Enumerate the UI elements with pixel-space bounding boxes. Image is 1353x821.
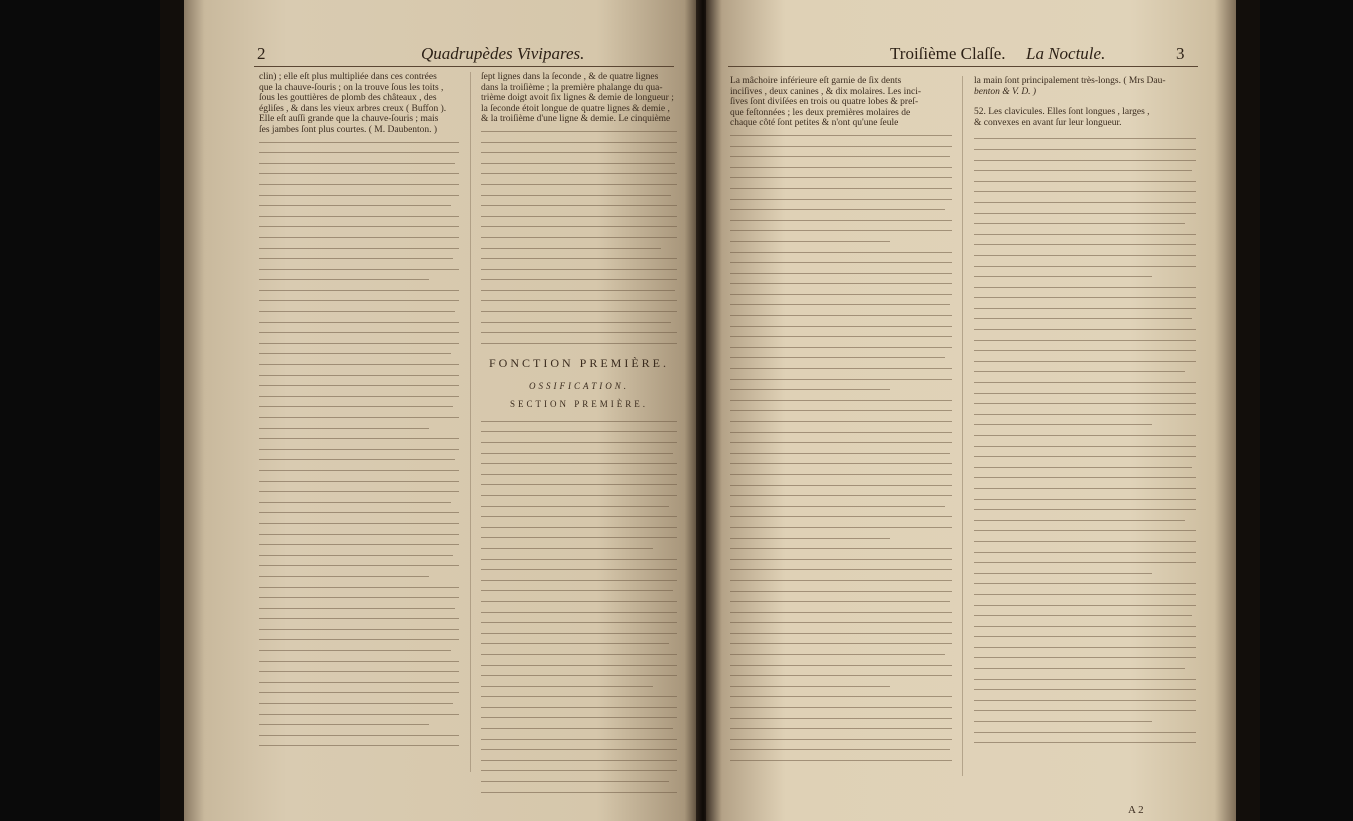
text-line-placeholder [974, 467, 1192, 468]
text-line-placeholder [974, 573, 1152, 574]
text-line-placeholder [481, 728, 673, 729]
text-block [481, 421, 677, 793]
text-line-placeholder [730, 410, 952, 411]
text-line-placeholder [481, 781, 669, 782]
text-line-placeholder [259, 714, 459, 715]
text-line-placeholder [481, 131, 677, 132]
text-block [481, 131, 677, 344]
text-line-placeholder [730, 728, 952, 729]
text-line-placeholder [481, 495, 677, 496]
text-line-placeholder [974, 244, 1196, 245]
text-line: inciſives , deux canines , & dix molaires. Les inci- [730, 86, 922, 97]
text-line-placeholder [730, 336, 952, 337]
right-column-2 [974, 76, 1196, 753]
right-page [706, 0, 1236, 821]
text-line-placeholder [481, 205, 677, 206]
text-line-placeholder [974, 689, 1196, 690]
text-line-placeholder [259, 544, 459, 545]
text-line-placeholder [259, 608, 455, 609]
text-line-placeholder [974, 435, 1196, 436]
text-line: ſept lignes dans la ſeconde , & de quatre lignes [481, 72, 659, 82]
text-line-placeholder [481, 343, 677, 344]
text-line-placeholder [730, 209, 945, 210]
text-line-placeholder [259, 269, 459, 270]
text-line-placeholder [259, 300, 459, 301]
text-line-placeholder [730, 569, 952, 570]
text-line-placeholder [730, 675, 952, 676]
text-line-placeholder [974, 223, 1185, 224]
text-line-placeholder [259, 428, 429, 429]
text-line-placeholder [730, 643, 952, 644]
text-line-placeholder [259, 692, 459, 693]
text-line-placeholder [259, 396, 459, 397]
text-line-placeholder [481, 226, 677, 227]
text-line-placeholder [974, 530, 1196, 531]
text-line-placeholder [730, 665, 952, 666]
text-line-placeholder [730, 220, 952, 221]
text-line-placeholder [481, 421, 677, 422]
text-line-placeholder [730, 453, 950, 454]
text-line-placeholder [481, 792, 677, 793]
signature-mark: A 2 [1128, 804, 1144, 816]
text-line-placeholder [974, 679, 1196, 680]
text-line-placeholder [730, 516, 952, 517]
text-line: chaque côté ſont petites & n'ont qu'une ſeule [730, 118, 899, 129]
text-line-placeholder [730, 262, 952, 263]
text-line-placeholder [481, 506, 669, 507]
text-line-placeholder [974, 605, 1196, 606]
text-line: & convexes en avant ſur leur longueur. [974, 117, 1122, 128]
column-divider [470, 72, 471, 772]
text-line-placeholder [730, 315, 952, 316]
text-line-placeholder [481, 152, 677, 153]
text-line-placeholder [481, 516, 677, 517]
text-line-placeholder [259, 671, 459, 672]
text-line-placeholder [259, 343, 459, 344]
text-line-placeholder [259, 163, 455, 164]
text-line-placeholder [730, 654, 945, 655]
text-line-placeholder [259, 481, 459, 482]
text-line-placeholder [259, 258, 453, 259]
text-line-placeholder [974, 520, 1185, 521]
text-line-placeholder [974, 138, 1196, 139]
text-line-placeholder [730, 538, 890, 539]
text-line-placeholder [481, 258, 677, 259]
text-line-placeholder [730, 326, 952, 327]
text-line-placeholder [730, 294, 952, 295]
header-rule-left [254, 66, 674, 67]
text-line-placeholder [481, 590, 673, 591]
text-line-placeholder [730, 591, 952, 592]
text-line-placeholder [481, 474, 677, 475]
text-line-placeholder [481, 195, 671, 196]
text-line: La mâchoire inférieure eſt garnie de ſix dents [730, 76, 902, 86]
text-line: & la troiſième d'une ligne & demie. Le cinquième [481, 114, 671, 125]
text-line-placeholder [730, 707, 952, 708]
text-line-placeholder [481, 760, 677, 761]
text-line-placeholder [481, 300, 677, 301]
text-line-placeholder [481, 717, 677, 718]
text-line-placeholder [730, 432, 952, 433]
text-line-placeholder [974, 191, 1196, 192]
text-line: benton & V. D. ) [974, 86, 1037, 97]
section-part: SECTION PREMIÈRE. [509, 398, 648, 409]
left-column-2 [481, 72, 677, 802]
column-divider [962, 76, 963, 776]
text-line-placeholder [481, 537, 677, 538]
text-block [730, 135, 952, 761]
text-line-placeholder [730, 146, 952, 147]
text-line-placeholder [974, 668, 1185, 669]
text-line-placeholder [259, 650, 451, 651]
text-line-placeholder [974, 308, 1196, 309]
text-line: la main ſont principalement très-longs. ( Mrs Dau- [974, 76, 1166, 86]
text-line-placeholder [730, 442, 952, 443]
text-line-placeholder [481, 675, 677, 676]
text-line-placeholder [730, 622, 952, 623]
text-line-placeholder [259, 353, 451, 354]
text-line-placeholder [974, 488, 1196, 489]
text-line-placeholder [259, 724, 429, 725]
text-line-placeholder [730, 527, 952, 528]
text-line-placeholder [974, 562, 1196, 563]
text-line-placeholder [259, 502, 451, 503]
text-line-placeholder [481, 442, 677, 443]
running-head-right-italic: La Noctule. [1026, 44, 1106, 63]
text-line-placeholder [259, 661, 459, 662]
running-head-right: Troiſième Claſſe. [890, 44, 1006, 63]
text-line-placeholder [730, 304, 950, 305]
text-line-placeholder [730, 421, 952, 422]
text-line-placeholder [974, 160, 1196, 161]
text-line-placeholder [481, 163, 675, 164]
text-line-placeholder [259, 587, 459, 588]
text-line-placeholder [481, 237, 677, 238]
text-line: que feſtonnées ; les deux premières molaires de [730, 107, 911, 118]
text-line-placeholder [259, 682, 459, 683]
text-line-placeholder [974, 181, 1196, 182]
text-line-placeholder [481, 332, 677, 333]
text-line-placeholder [730, 548, 952, 549]
text-line-placeholder [730, 559, 952, 560]
text-line-placeholder [730, 485, 952, 486]
text-line-placeholder [730, 368, 952, 369]
text-line-placeholder [481, 527, 677, 528]
text-line-placeholder [974, 361, 1196, 362]
text-line-placeholder [259, 703, 453, 704]
text-line-placeholder [481, 184, 677, 185]
text-line-placeholder [974, 329, 1196, 330]
text-line-placeholder [974, 456, 1196, 457]
text-line-placeholder [259, 195, 459, 196]
text-line-placeholder [730, 760, 952, 761]
text-line-placeholder [974, 742, 1196, 743]
text-line-placeholder [259, 216, 459, 217]
text-line-placeholder [974, 403, 1196, 404]
text-line-placeholder [730, 252, 952, 253]
text-line-placeholder [730, 463, 952, 464]
text-line: dans la troiſième ; la première phalange du qua- [481, 82, 663, 93]
text-line-placeholder [259, 438, 459, 439]
text-line-placeholder [974, 393, 1196, 394]
text-line-placeholder [259, 417, 459, 418]
text-line-placeholder [974, 414, 1196, 415]
text-line-placeholder [481, 686, 653, 687]
text-line-placeholder [730, 739, 952, 740]
text-line-placeholder [259, 512, 459, 513]
text-line-placeholder [481, 279, 677, 280]
text-line-placeholder [481, 696, 677, 697]
text-line-placeholder [481, 463, 677, 464]
text-line: égliſes , & dans les vieux arbres creux ( Buffon ). [259, 103, 447, 114]
text-line-placeholder [974, 297, 1196, 298]
text-line: clin) ; elle eſt plus multipliée dans ces contrées [259, 72, 437, 82]
text-line-placeholder [974, 583, 1196, 584]
header-rule-right [728, 66, 1198, 67]
text-line: que la chauve-ſouris ; on la trouve ſous les toits , [259, 82, 444, 93]
text-line-placeholder [259, 449, 459, 450]
text-line-placeholder [259, 618, 459, 619]
text-line-placeholder [974, 636, 1196, 637]
text-block [974, 138, 1196, 743]
text-line-placeholder [974, 509, 1196, 510]
text-line-placeholder [259, 332, 459, 333]
text-line-placeholder [481, 322, 671, 323]
text-line-placeholder [974, 657, 1196, 658]
page-number-right: 3 [1176, 44, 1185, 63]
text-line-placeholder [974, 477, 1196, 478]
text-line-placeholder [259, 385, 459, 386]
text-line-placeholder [259, 555, 453, 556]
text-line-placeholder [259, 322, 459, 323]
text-line-placeholder [974, 710, 1196, 711]
text-line-placeholder [481, 643, 669, 644]
text-line-placeholder [974, 350, 1196, 351]
text-line: la ſeconde étoit longue de quatre lignes & demie , [481, 103, 670, 114]
text-line-placeholder [259, 639, 459, 640]
text-line-placeholder [974, 340, 1196, 341]
text-line-placeholder [730, 580, 952, 581]
text-line-placeholder [481, 484, 677, 485]
text-line-placeholder [730, 633, 952, 634]
text-line-placeholder [974, 382, 1196, 383]
text-line-placeholder [259, 375, 459, 376]
text-line-placeholder [730, 686, 890, 687]
text-line-placeholder [481, 269, 677, 270]
text-line-placeholder [730, 749, 950, 750]
text-line: Elle eſt auſſi grande que la chauve-ſouris ; mais [259, 114, 439, 125]
text-line-placeholder [481, 633, 677, 634]
text-line-placeholder [481, 142, 677, 143]
text-line-placeholder [259, 226, 459, 227]
text-line-placeholder [481, 580, 677, 581]
text-line-placeholder [259, 745, 459, 746]
text-line-placeholder [730, 156, 950, 157]
text-line-placeholder [974, 446, 1196, 447]
text-line-placeholder [259, 629, 459, 630]
text-line-placeholder [730, 601, 950, 602]
text-line-placeholder [730, 506, 945, 507]
text-line-placeholder [730, 177, 952, 178]
text-line-placeholder [974, 626, 1196, 627]
text-line-placeholder [974, 721, 1152, 722]
text-line-placeholder [259, 364, 459, 365]
text-line-placeholder [730, 696, 952, 697]
text-line-placeholder [730, 283, 952, 284]
text-line: ſes jambes ſont plus courtes. ( M. Daubenton. ) [259, 124, 438, 135]
text-line-placeholder [481, 216, 677, 217]
text-line-placeholder [730, 188, 952, 189]
text-line-placeholder [974, 234, 1196, 235]
text-line-placeholder [481, 453, 673, 454]
text-line-placeholder [974, 255, 1196, 256]
text-line-placeholder [259, 152, 459, 153]
text-line-placeholder [974, 170, 1192, 171]
text-line-placeholder [974, 647, 1196, 648]
text-line-placeholder [259, 173, 459, 174]
text-line-placeholder [974, 318, 1192, 319]
text-line-placeholder [481, 770, 677, 771]
text-line-placeholder [481, 665, 677, 666]
text-line-placeholder [730, 400, 952, 401]
text-line-placeholder [730, 135, 952, 136]
text-line-placeholder [974, 424, 1152, 425]
text-line-placeholder [730, 495, 952, 496]
text-line-placeholder [974, 594, 1196, 595]
text-line-placeholder [730, 612, 952, 613]
text-line-placeholder [481, 707, 677, 708]
text-line-placeholder [730, 230, 952, 231]
text-line-placeholder [481, 311, 677, 312]
text-line-placeholder [730, 167, 952, 168]
text-line-placeholder [481, 173, 677, 174]
right-column-1 [730, 76, 952, 771]
text-line-placeholder [730, 718, 952, 719]
page-number-left: 2 [257, 44, 266, 63]
text-line-placeholder [481, 431, 677, 432]
text-line-placeholder [259, 279, 429, 280]
text-line-placeholder [974, 371, 1185, 372]
left-page [184, 0, 700, 821]
text-line-placeholder [259, 205, 451, 206]
text-line-placeholder [481, 739, 677, 740]
text-line-placeholder [259, 735, 459, 736]
text-line-placeholder [974, 202, 1196, 203]
text-line: ſives ſont diviſées en trois ou quatre lobes & preſ- [730, 97, 919, 108]
text-line-placeholder [974, 615, 1192, 616]
text-line-placeholder [974, 541, 1196, 542]
text-line-placeholder [259, 534, 459, 535]
text-line-placeholder [259, 406, 453, 407]
text-line-placeholder [974, 700, 1196, 701]
text-line-placeholder [730, 199, 952, 200]
text-line-placeholder [974, 149, 1196, 150]
text-line-placeholder [974, 276, 1152, 277]
text-line-placeholder [730, 379, 952, 380]
text-line-placeholder [259, 311, 455, 312]
text-line-placeholder [730, 357, 945, 358]
text-line-placeholder [259, 142, 459, 143]
text-line-placeholder [481, 622, 677, 623]
text-line-placeholder [481, 749, 677, 750]
text-line-placeholder [974, 552, 1196, 553]
text-line-placeholder [259, 470, 459, 471]
text-line-placeholder [259, 523, 459, 524]
section-subtitle: OSSIFICATION. [529, 380, 629, 391]
text-line-placeholder [259, 237, 459, 238]
text-line-placeholder [259, 248, 459, 249]
text-line-placeholder [974, 266, 1196, 267]
text-line-placeholder [259, 184, 459, 185]
text-line-placeholder [974, 287, 1196, 288]
text-line-placeholder [481, 559, 677, 560]
text-line-placeholder [974, 499, 1196, 500]
text-line-placeholder [481, 290, 675, 291]
text-line-placeholder [259, 597, 459, 598]
text-line-placeholder [974, 732, 1196, 733]
text-line-placeholder [730, 241, 890, 242]
text-line-placeholder [481, 548, 653, 549]
text-line-placeholder [730, 474, 952, 475]
text-block [259, 142, 459, 747]
text-line-placeholder [259, 290, 459, 291]
text-line-placeholder [730, 273, 952, 274]
text-line-placeholder [730, 347, 952, 348]
text-line-placeholder [259, 565, 459, 566]
text-line-placeholder [730, 389, 890, 390]
text-line-placeholder [481, 654, 677, 655]
text-line-placeholder [481, 248, 661, 249]
text-line-placeholder [481, 569, 677, 570]
text-line-placeholder [259, 576, 429, 577]
text-line: 52. Les clavicules. Elles ſont longues , larges , [974, 107, 1150, 118]
section-title: FONCTION PREMIÈRE. [488, 355, 669, 370]
running-head-left: Quadrupèdes Vivipares. [421, 44, 585, 63]
text-line: trième doigt avoit ſix lignes & demie de longueur ; [481, 93, 674, 104]
text-line-placeholder [974, 213, 1196, 214]
text-line-placeholder [259, 491, 459, 492]
left-column-1 [259, 72, 459, 756]
text-line-placeholder [481, 601, 677, 602]
text-line-placeholder [259, 459, 455, 460]
text-line-placeholder [481, 612, 677, 613]
text-line: ſous les gouttières de plomb des châteaux , des [259, 93, 437, 104]
